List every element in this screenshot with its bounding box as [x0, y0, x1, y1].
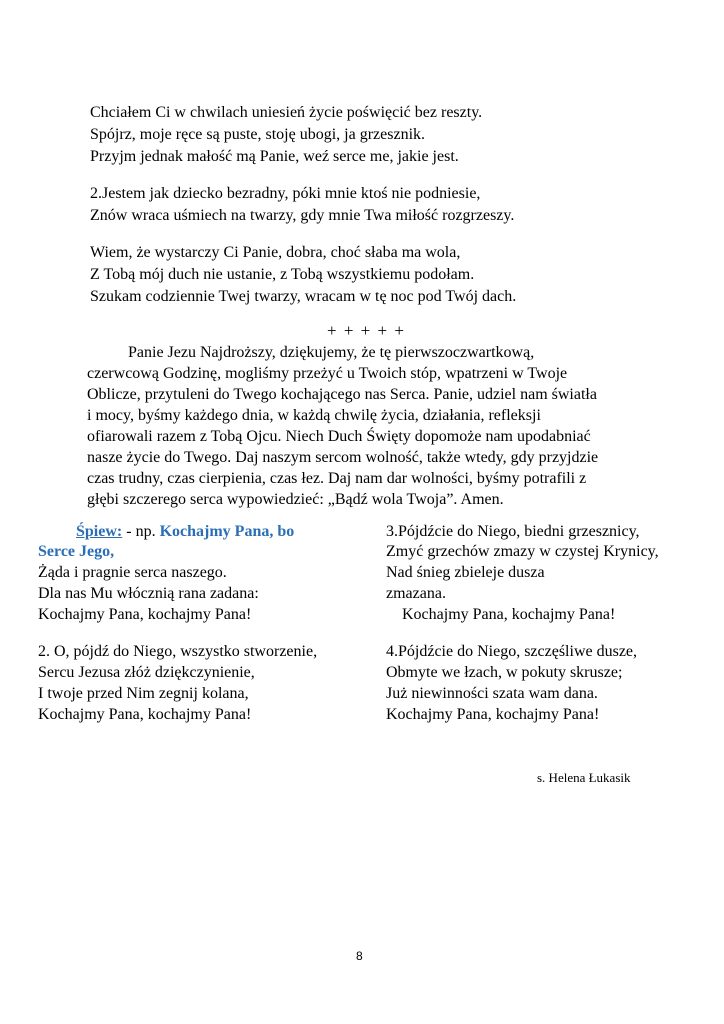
verse-three-line-3: Szukam codziennie Twej twarzy, wracam w tę noc pod Twój dach.	[90, 288, 517, 305]
verse-top-line-1: Chciałem Ci w chwilach uniesień życie poświęcić bez reszty.	[90, 104, 483, 121]
song-title-part-1: Kochajmy Pana, bo	[159, 523, 295, 540]
prayer-line-6: nasze życie do Twego. Daj naszym sercom wolność, także wtedy, gdy przyjdzie	[87, 449, 599, 466]
stanza3-line-1: 3.Pójdźcie do Niego, biedni grzesznicy,	[386, 523, 640, 540]
prayer-line-1: Panie Jezu Najdroższy, dziękujemy, że tę pierwszoczwartkową,	[128, 344, 535, 361]
verse-three-line-2: Z Tobą mój duch nie ustanie, z Tobą wszystkiemu podołam.	[90, 266, 475, 283]
stanza4-line-2: Obmyte we łzach, w pokuty skrusze;	[386, 664, 623, 681]
song-label: Śpiew:	[76, 523, 123, 540]
verse-two-line-1: 2.Jestem jak dziecko bezradny, póki mnie ktoś nie podniesie,	[90, 185, 481, 202]
stanza4-line-3: Już niewinności szata wam dana.	[386, 685, 598, 702]
verse-top-line-3: Przyjm jednak małość mą Panie, weź serce me, jakie jest.	[90, 148, 459, 165]
page-number: 8	[356, 949, 363, 963]
section-separator: + + + + +	[327, 321, 406, 340]
stanza1-line-1: Żąda i pragnie serca naszego.	[38, 564, 227, 581]
stanza4-line-1: 4.Pójdźcie do Niego, szczęśliwe dusze,	[386, 643, 638, 660]
stanza1-line-3: Kochajmy Pana, kochajmy Pana!	[38, 606, 252, 623]
prayer-line-3: Oblicze, przytuleni do Twego kochającego nas Serca. Panie, udziel nam światła	[87, 386, 597, 403]
song-heading	[76, 522, 294, 542]
stanza3-line-5: Kochajmy Pana, kochajmy Pana!	[402, 606, 616, 623]
prayer-line-4: i mocy, byśmy każdego dnia, w każdą chwilę życia, działania, refleksji	[87, 407, 541, 424]
prayer-line-2: czerwcową Godzinę, mogliśmy przeżyć u Twoich stóp, wpatrzeni w Twoje	[87, 365, 568, 382]
prayer-line-8: głębi szczerego serca wypowiedzieć: „Bądź wola Twoja”. Amen.	[87, 491, 504, 508]
stanza2-line-2: Sercu Jezusa złóż dziękczynienie,	[38, 664, 255, 681]
stanza2-line-1: 2. O, pójdź do Niego, wszystko stworzenie,	[38, 643, 318, 660]
stanza2-line-3: I twoje przed Nim zegnij kolana,	[38, 685, 249, 702]
stanza1-line-2: Dla nas Mu włócznią rana zadana:	[38, 585, 259, 602]
stanza2-line-4: Kochajmy Pana, kochajmy Pana!	[38, 706, 252, 723]
verse-three-line-1: Wiem, że wystarczy Ci Panie, dobra, choć słaba ma wola,	[90, 244, 461, 261]
prayer-line-5: ofiarowali razem z Tobą Ojcu. Niech Duch Święty dopomoże nam upodabniać	[87, 428, 591, 445]
stanza4-line-4: Kochajmy Pana, kochajmy Pana!	[386, 706, 600, 723]
prayer-line-7: czas trudny, czas cierpienia, czas łez. Daj nam dar wolności, byśmy potrafili z	[87, 470, 587, 487]
stanza3-line-2: Zmyć grzechów zmazy w czystej Krynicy,	[386, 543, 659, 560]
song-title-part-2: Serce Jego,	[38, 543, 115, 560]
stanza3-line-4: zmazana.	[386, 585, 446, 602]
verse-two-line-2: Znów wraca uśmiech na twarzy, gdy mnie Twa miłość rozgrzeszy.	[90, 207, 515, 224]
author-signature: s. Helena Łukasik	[537, 770, 631, 785]
verse-top-line-2: Spójrz, moje ręce są puste, stoję ubogi, ja grzesznik.	[90, 126, 426, 143]
song-intro: - np.	[122, 523, 160, 540]
stanza3-line-3: Nad śnieg zbieleje dusza	[386, 564, 545, 581]
